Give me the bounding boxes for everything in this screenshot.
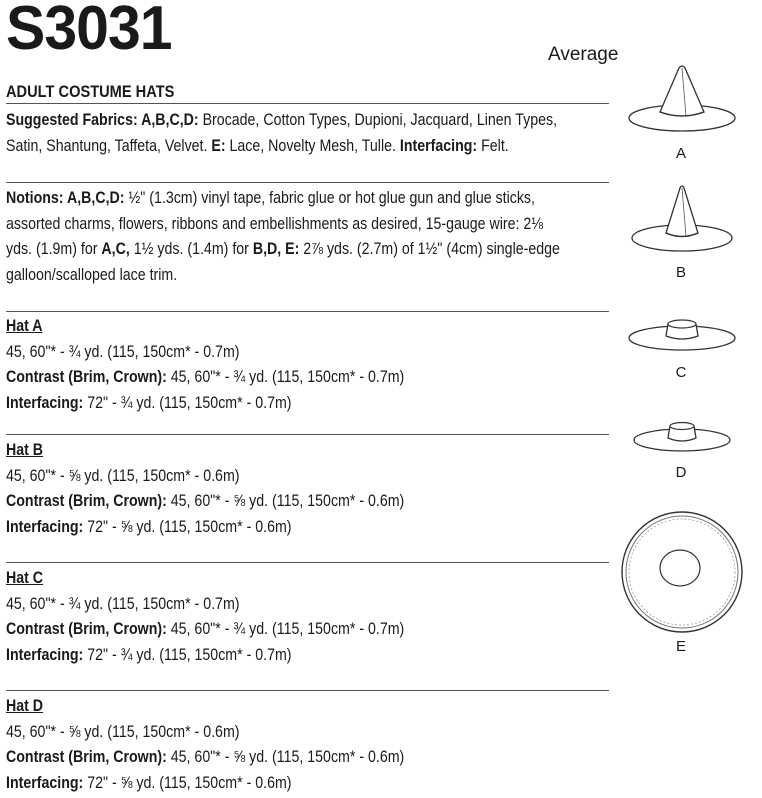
fabrics-e-text: Lace, Novelty Mesh, Tulle.: [225, 136, 400, 155]
notions-ac-label: A,C,: [101, 240, 130, 258]
hat-c-yardage: 45, 60"* - ¾ yd. (115, 150cm* - 0.7m): [6, 594, 240, 613]
divider: [6, 103, 609, 104]
divider: [6, 182, 609, 183]
hat-b-interfacing-label: Interfacing:: [6, 517, 84, 536]
hat-b-illustration: [626, 182, 738, 258]
hat-d-interfacing-label: Interfacing:: [6, 773, 84, 792]
divider: [6, 562, 609, 563]
hat-d-yardage: 45, 60"* - ⅝ yd. (115, 150cm* - 0.6m): [6, 722, 240, 741]
hat-a-section: [6, 314, 469, 416]
hat-d-interfacing-text: 72" - ⅝ yd. (115, 150cm* - 0.6m): [83, 773, 292, 792]
notions-text-3a: yds. (1.9m) for: [6, 240, 102, 258]
notions-bde-label: B,D, E:: [252, 240, 300, 258]
hat-d-illustration: [630, 414, 734, 460]
hat-c-contrast-text: 45, 60"* - ¾ yd. (115, 150cm* - 0.7m): [166, 620, 405, 638]
hat-a-title: Hat A: [6, 317, 43, 335]
fabrics-text-2: Satin, Shantung, Taffeta, Velvet.: [6, 136, 212, 155]
divider: [6, 311, 609, 312]
fabrics-label: Suggested Fabrics: A,B,C,D:: [6, 111, 199, 129]
fabrics-e-label: E:: [211, 136, 226, 155]
hat-d-label: D: [675, 464, 687, 481]
hat-a-illustration: [624, 62, 740, 138]
pattern-subtitle: [6, 82, 202, 102]
notions-text-3b: 1½ yds. (1.4m) for: [129, 240, 253, 258]
subtitle-text: ADULT COSTUME HATS: [6, 82, 175, 101]
hat-b-label: B: [675, 264, 686, 281]
hat-c-interfacing-label: Interfacing:: [6, 645, 84, 664]
notions-text-3c: 2⅞ yds. (2.7m) of 1½" (4cm) single-edge: [299, 240, 560, 258]
notions: [6, 186, 650, 288]
notions-text-2: assorted charms, flowers, ribbons and embellishments as desired, 15-gauge wire: 2⅛: [6, 214, 544, 233]
hat-c-label: C: [675, 364, 687, 381]
fabrics-interfacing-text: Felt.: [477, 136, 509, 155]
hat-d-title: Hat D: [6, 697, 44, 715]
hat-c-illustration: [624, 310, 740, 358]
hat-d-contrast-label: Contrast (Brim, Crown):: [6, 748, 167, 766]
hat-a-yardage: 45, 60"* - ¾ yd. (115, 150cm* - 0.7m): [6, 342, 240, 361]
hat-b-title: Hat B: [6, 441, 44, 459]
hat-d-contrast-text: 45, 60"* - ⅝ yd. (115, 150cm* - 0.6m): [166, 748, 405, 766]
hat-a-label: A: [675, 145, 686, 162]
hat-c-interfacing-text: 72" - ¾ yd. (115, 150cm* - 0.7m): [83, 645, 292, 664]
hat-c-section: [6, 566, 469, 668]
suggested-fabrics: [6, 108, 647, 159]
fabrics-interfacing-label: Interfacing:: [399, 136, 478, 155]
notions-text-4: galloon/scalloped lace trim.: [6, 265, 178, 284]
hat-b-section: [6, 438, 469, 540]
hat-a-contrast-text: 45, 60"* - ¾ yd. (115, 150cm* - 0.7m): [166, 368, 405, 386]
hat-a-contrast-label: Contrast (Brim, Crown):: [6, 368, 167, 386]
hat-c-contrast-label: Contrast (Brim, Crown):: [6, 620, 167, 638]
divider: [6, 434, 609, 435]
size-label: Average: [548, 44, 619, 65]
hat-b-interfacing-text: 72" - ⅝ yd. (115, 150cm* - 0.6m): [83, 517, 292, 536]
hat-c-title: Hat C: [6, 569, 44, 587]
hat-b-contrast-text: 45, 60"* - ⅝ yd. (115, 150cm* - 0.6m): [166, 492, 405, 510]
divider: [6, 690, 609, 691]
hat-d-section: [6, 694, 469, 796]
pattern-number: S3031: [6, 0, 172, 63]
notions-text-1: ½" (1.3cm) vinyl tape, fabric glue or hot glue gun and glue sticks,: [124, 189, 535, 207]
hat-b-yardage: 45, 60"* - ⅝ yd. (115, 150cm* - 0.6m): [6, 466, 240, 485]
hat-b-contrast-label: Contrast (Brim, Crown):: [6, 492, 167, 510]
hat-e-label: E: [675, 638, 686, 655]
hat-e-illustration: [618, 510, 746, 638]
hat-a-interfacing-text: 72" - ¾ yd. (115, 150cm* - 0.7m): [83, 393, 292, 412]
fabrics-text: Brocade, Cotton Types, Dupioni, Jacquard, Linen Types,: [198, 111, 558, 129]
hat-a-interfacing-label: Interfacing:: [6, 393, 84, 412]
notions-label: Notions: A,B,C,D:: [6, 189, 125, 207]
